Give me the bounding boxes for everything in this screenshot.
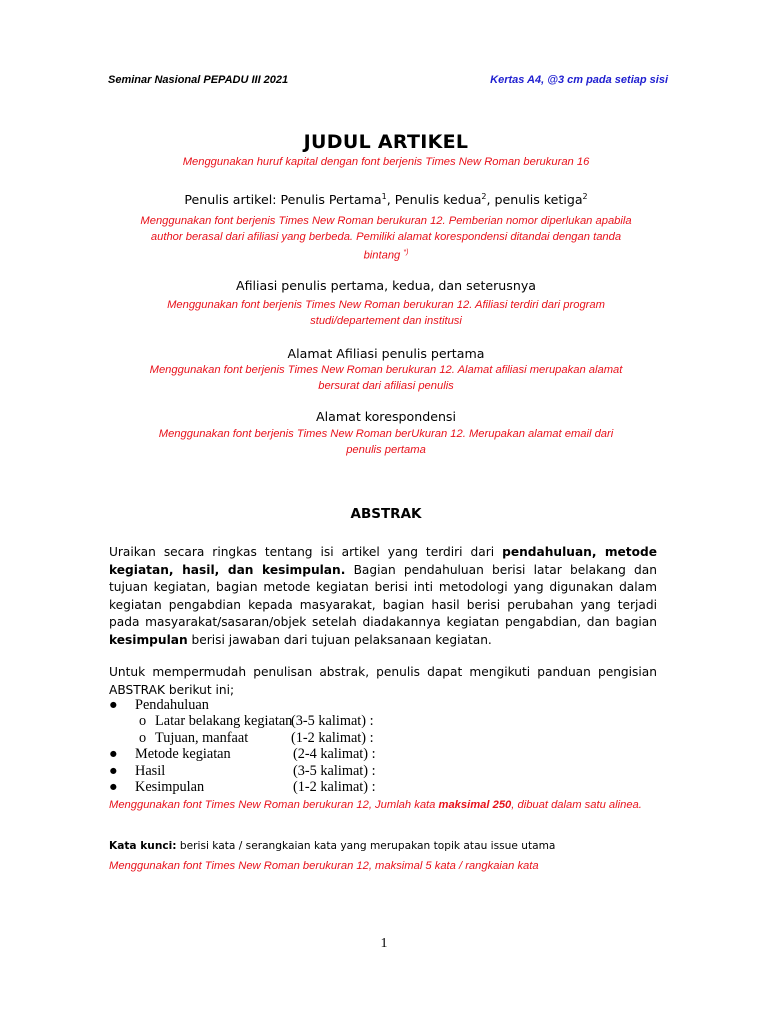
authors-line <box>108 192 664 207</box>
header-right: Kertas A4, @3 cm pada setiap sisi <box>490 74 668 86</box>
authors-note <box>108 213 664 264</box>
keywords-note: Menggunakan font Times New Roman berukuran 12, maksimal 5 kata / rangkaian kata <box>109 860 539 872</box>
affiliation-note <box>108 297 664 329</box>
address-note-line2: bersurat dari afiliasi penulis <box>318 380 454 392</box>
affiliation-heading: Afiliasi penulis pertama, kedua, dan seterusnya <box>235 278 537 293</box>
list-item: ● Metode kegiatan (2-4 kalimat) : <box>109 746 376 763</box>
list-item: ● Kesimpulan (1-2 kalimat) : <box>109 778 376 795</box>
page-number: 1 <box>380 936 388 951</box>
authors-prefix: Penulis artikel: Penulis Pertama <box>184 192 382 208</box>
correspondence-note-line1: Menggunakan font berjenis Times New Roman berUkuran 12. Merupakan alamat email dari <box>158 428 614 440</box>
author-sup-3: 2 <box>582 192 588 201</box>
abstract-guide-list <box>107 697 667 795</box>
article-title: JUDUL ARTIKEL <box>303 131 469 153</box>
sub-bullet-icon: o <box>139 729 147 746</box>
list-item: ● Hasil (3-5 kalimat) : <box>109 762 376 779</box>
address-note-line1: Menggunakan font berjenis Times New Roman berukuran 12. Alamat afiliasi merupakan alamat <box>149 364 623 376</box>
header-left: Seminar Nasional PEPADU III 2021 <box>108 74 289 86</box>
abstract-paragraph-1: Uraikan secara ringkas tentang isi artikel yang terdiri dari pendahuluan, metode kegiatan, hasil, dan kesimpulan. Bagian pendahuluan berisi latar belakang dan tujuan kegiatan, bagian metode kegiatan berisi inti metodologi yang digunakan dalam kegiatan pengabdian kepada masyarakat, bagian hasil berisi perubahan yang terjadi pada masyarakat/sasaran/objek setelah diadakannya kegiatan pengabdian, dan bagian kesimpulan berisi jawaban dari tujuan pelaksanaan kegiatan. <box>109 545 657 647</box>
authors-note-line1: Menggunakan font berjenis Times New Roman berukuran 12. Pemberian nomor diperlukan apabila <box>140 215 632 227</box>
keywords-line <box>109 840 555 852</box>
list-item: o Latar belakang kegiatan (3-5 kalimat) : <box>139 713 374 730</box>
affiliation-note-line1: Menggunakan font berjenis Times New Roman berukuran 12. Afiliasi terdiri dari program <box>167 299 605 311</box>
author-sup-1: 1 <box>381 192 387 201</box>
abstract-note: Menggunakan font Times New Roman berukuran 12, Jumlah kata maksimal 250, dibuat dalam satu alinea. <box>109 799 642 811</box>
address-heading: Alamat Afiliasi penulis pertama <box>287 346 485 361</box>
address-note <box>108 362 664 394</box>
correspondence-heading: Alamat korespondensi <box>316 409 456 424</box>
bullet-icon: ● <box>109 778 118 795</box>
authors-third: , penulis ketiga <box>486 192 583 208</box>
author-sup-2: 2 <box>481 192 487 201</box>
sub-bullet-icon: o <box>139 713 147 730</box>
list-item: ● Pendahuluan <box>109 697 209 713</box>
list-item: o Tujuan, manfaat (1-2 kalimat) : <box>139 729 374 746</box>
keywords-text: berisi kata / serangkaian kata yang merupakan topik atau issue utama <box>176 840 556 852</box>
authors-second: , Penulis kedua <box>386 192 482 208</box>
authors-note-line3: bintang *) <box>363 249 409 262</box>
correspondence-note-line2: penulis pertama <box>346 444 426 456</box>
bullet-icon: ● <box>109 762 118 779</box>
correspondence-note <box>108 426 664 458</box>
keywords-label: Kata kunci: <box>109 840 177 852</box>
bullet-icon: ● <box>109 697 118 713</box>
affiliation-note-line2: studi/departement dan institusi <box>310 315 462 327</box>
title-note: Menggunakan huruf kapital dengan font berjenis Times New Roman berukuran 16 <box>182 156 590 168</box>
authors-note-line2: author berasal dari afiliasi yang berbeda. Pemiliki alamat korespondensi ditandai dengan tanda <box>150 231 622 243</box>
abstract-paragraph-2: Untuk mempermudah penulisan abstrak, penulis dapat mengikuti panduan pengisian ABSTRAK berikut ini; <box>109 665 657 697</box>
bullet-icon: ● <box>109 746 118 763</box>
abstract-heading: ABSTRAK <box>350 506 422 522</box>
